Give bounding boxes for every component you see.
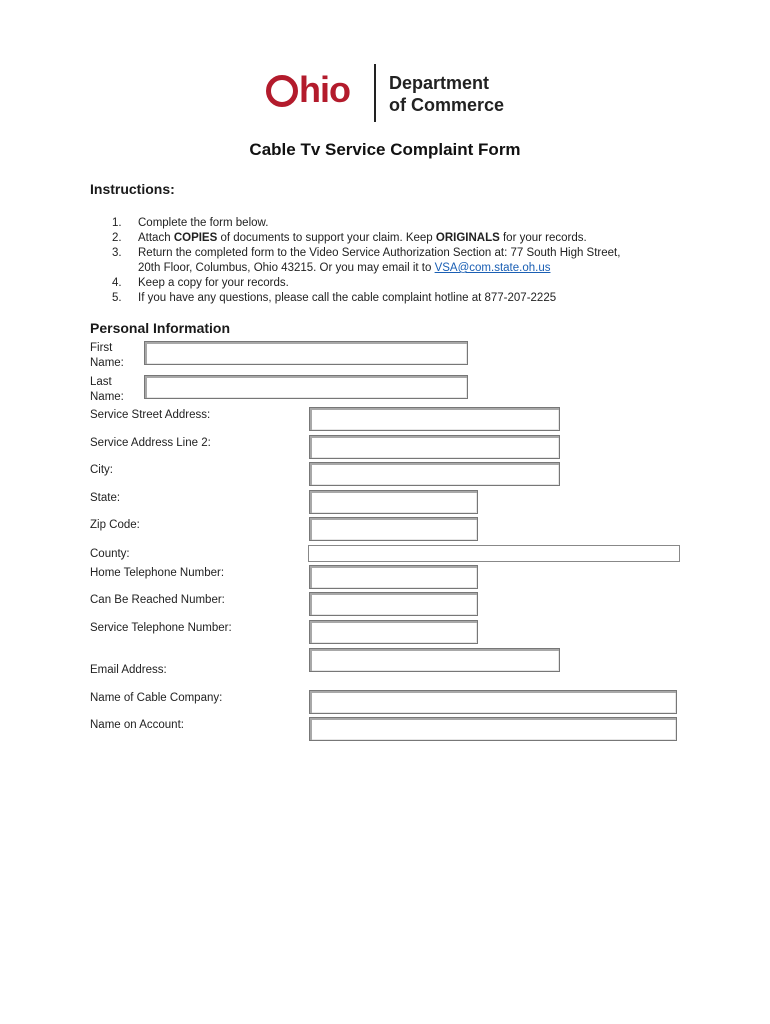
first-name-label: First Name: [90,342,124,369]
list-item: 3. Return the completed form to the Video Service Authorization Section at: 77 South High Street, 20th Floor, Columbus, Ohio 43215. Or you may email it to VSA@com.state.oh.us [112,247,621,274]
list-item: 4. Keep a copy for your records. [112,277,289,289]
service-phone-label: Service Telephone Number: [90,622,232,634]
email-label: Email Address: [90,664,167,676]
ohio-logo-text: hio [299,69,350,110]
reach-number-label: Can Be Reached Number: [90,594,225,606]
ohio-logo [266,68,350,112]
instructions-heading: Instructions: [90,181,175,197]
county-label: County: [90,548,130,560]
list-item: 1. Complete the form below. [112,217,269,229]
cable-company-input[interactable] [309,690,677,714]
state-label: State: [90,492,121,504]
service-phone-input[interactable] [309,620,478,644]
list-item: 2. Attach COPIES of documents to support your claim. Keep ORIGINALS for your records. [112,232,587,244]
reach-number-input[interactable] [309,592,478,616]
city-label: City: [90,464,113,476]
first-name-input[interactable] [144,341,468,365]
instructions-list [112,216,692,306]
cable-company-label: Name of Cable Company: [90,692,223,704]
account-name-label: Name on Account: [90,719,184,731]
zip-code-input[interactable] [309,517,478,541]
city-input[interactable] [309,462,560,486]
account-name-input[interactable] [309,717,677,741]
zip-code-label: Zip Code: [90,519,140,531]
logo-divider [374,64,376,122]
department-line-2: of Commerce [389,95,505,115]
email-input[interactable] [309,648,560,672]
email-link[interactable]: VSA@com.state.oh.us [434,262,551,274]
service-line2-input[interactable] [309,435,560,459]
state-input[interactable] [309,490,478,514]
page-title: Cable Tv Service Complaint Form [249,140,521,159]
last-name-input[interactable] [144,375,468,399]
home-phone-input[interactable] [309,565,478,589]
personal-information-heading: Personal Information [90,320,231,336]
home-phone-label: Home Telephone Number: [90,567,225,579]
service-street-label: Service Street Address: [90,409,211,421]
service-street-input[interactable] [309,407,560,431]
department-name [389,72,504,116]
county-input[interactable] [308,545,680,562]
service-line2-label: Service Address Line 2: [90,437,211,449]
ohio-o-mark [266,75,298,107]
department-line-1: Department [389,73,490,93]
list-item: 5. If you have any questions, please call the cable complaint hotline at 877-207-2225 [112,292,557,304]
last-name-label: Last Name: [90,376,124,403]
